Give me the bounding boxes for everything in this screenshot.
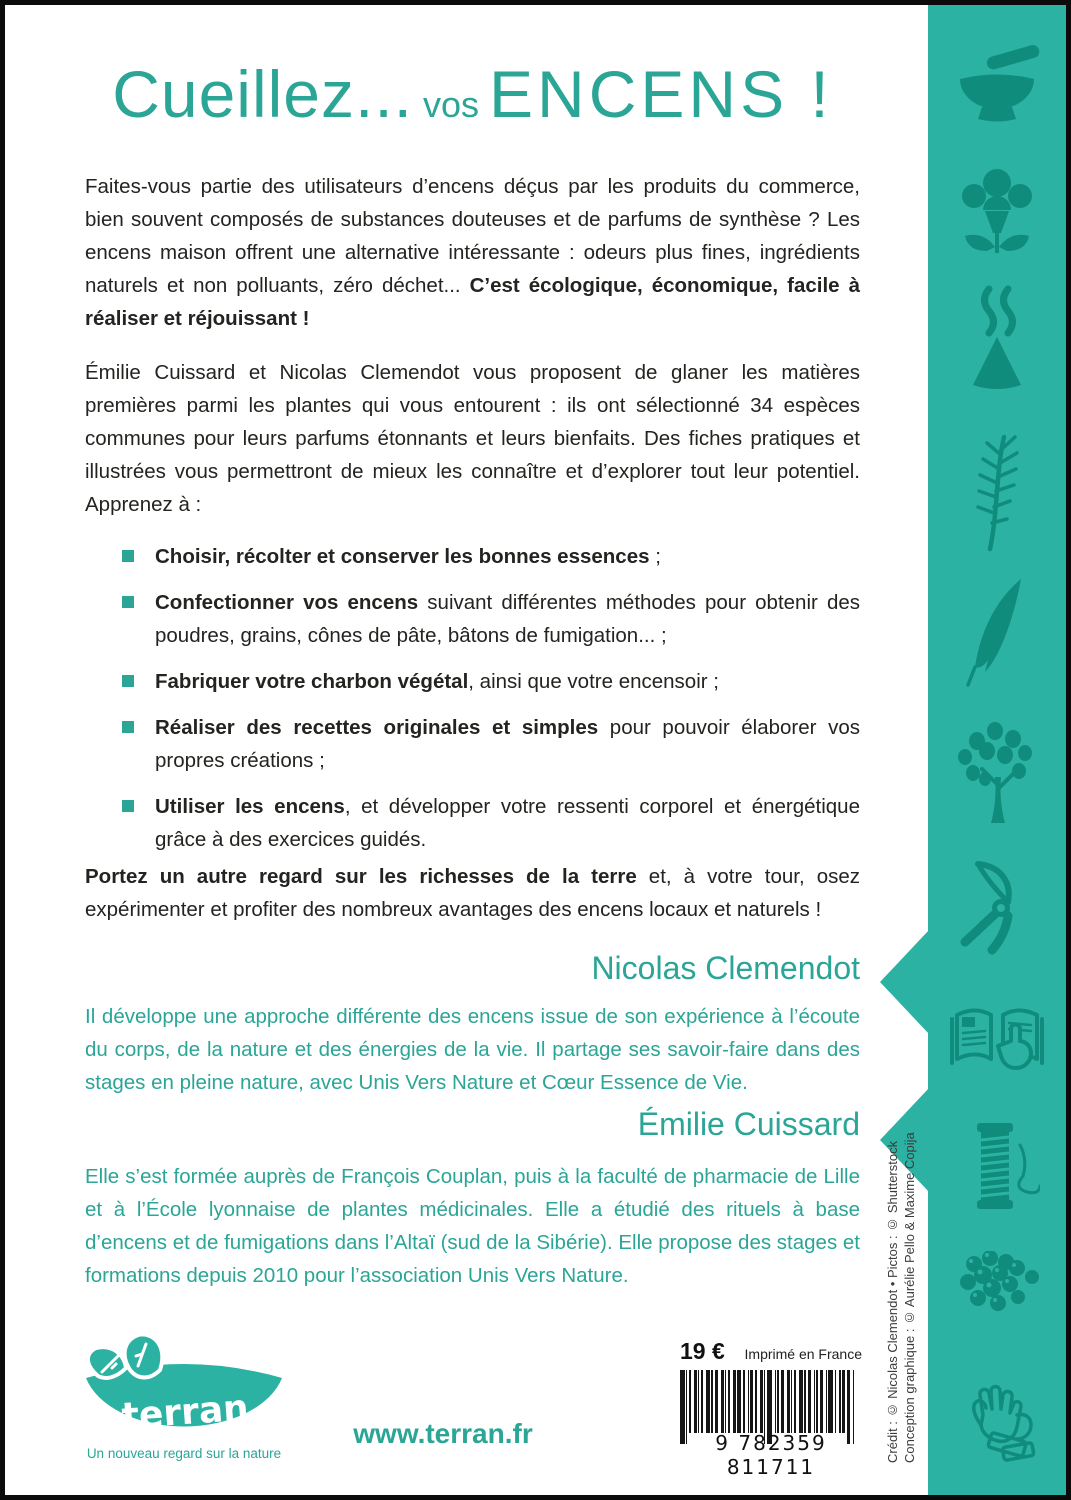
title-part3: ENCENS !	[489, 57, 833, 131]
bullet-lead: Fabriquer votre charbon végétal	[155, 670, 469, 693]
book-hand-icon	[949, 999, 1045, 1083]
bullet-rest: ;	[649, 545, 661, 568]
bullet-marker	[122, 721, 134, 733]
bullet-lead: Utiliser les encens	[155, 795, 345, 818]
author-name-2: Émilie Cuissard	[637, 1106, 860, 1142]
bullet-lead: Confectionner vos encens	[155, 591, 419, 614]
publisher-tagline: Un nouveau regard sur la nature	[86, 1446, 282, 1461]
side-band	[928, 5, 1066, 1495]
logo-wordmark: terran	[120, 1387, 251, 1438]
rosemary-sprig-icon	[952, 431, 1042, 555]
intro-text: Faites-vous partie des utilisateurs d’encens déçus par les produits du commerce, bien souvent composés de substances douteuses et de parfums de synthèse ? Les encens maison offrent une alternative intéressante : odeurs plus fines, ingrédients naturels et non polluants, zéro déchet...	[85, 175, 860, 297]
author-name-1: Nicolas Clemendot	[591, 950, 860, 986]
printed-in-label: Imprimé en France	[744, 1346, 862, 1362]
bullet-rest: pour pouvoir élaborer vos propres créations ;	[155, 716, 860, 772]
incense-cone-icon	[955, 285, 1039, 395]
author-pointer-1	[880, 930, 929, 1034]
list-item	[85, 665, 860, 698]
credits-vertical-text	[884, 1093, 918, 1463]
bullet-marker	[122, 675, 134, 687]
bullet-rest: , et développer votre ressenti corporel et énergétique grâce à des exercices guidés.	[155, 795, 860, 851]
publisher-logo	[68, 1336, 300, 1444]
bullet-lead: Choisir, récolter et conserver les bonnes essences	[155, 545, 650, 568]
flower-icon	[955, 163, 1039, 259]
title-part1: Cueillez...	[112, 57, 413, 131]
bullet-marker	[122, 550, 134, 562]
author-bio-1: Il développe une approche différente des encens issue de son expérience à l’écoute du corps, de la nature et des énergies de la vie. Il partage ses savoir-faire dans des stages en pleine nature, avec Unis Vers Nature et Cœur Essence de Vie.	[85, 1005, 860, 1094]
bullet-rest: suivant différentes méthodes pour obtenir des poudres, grains, cônes de pâte, bâtons de fumigation... ;	[155, 591, 860, 647]
closing-paragraph	[85, 860, 860, 926]
publisher-website: www.terran.fr	[353, 1418, 533, 1449]
closing-bold-lead: Portez un autre regard sur les richesses de la terre	[85, 865, 637, 888]
list-item	[85, 711, 860, 777]
list-item	[85, 540, 860, 573]
credit-line-2: Conception graphique : © Aurélie Pello & Maxime Copija	[902, 1132, 917, 1463]
list-item	[85, 586, 860, 652]
mortar-pestle-icon	[952, 45, 1042, 129]
gloves-icon	[951, 1375, 1043, 1467]
cover-title	[85, 56, 860, 132]
bullet-lead: Réaliser des recettes originales et simples	[155, 716, 599, 739]
price-label: 19 €	[680, 1338, 725, 1364]
tree-icon	[955, 721, 1039, 827]
title-part2: vos	[423, 84, 480, 125]
thread-spool-icon	[954, 1121, 1040, 1221]
pruning-shears-icon	[952, 856, 1042, 956]
author-bio-2: Elle s’est formée auprès de François Couplan, puis à la faculté de pharmacie de Lille et à l’École lyonnaise de plantes médicinales. Elle a étudié des rituels à base d’encens et de fumigations dans l’Altaï (sud de la Sibérie). Elle propose des stages et formations depuis 2010 pour l’association Unis Vers Nature.	[85, 1165, 860, 1287]
bullet-rest: , ainsi que votre encensoir ;	[468, 670, 719, 693]
bullet-list	[85, 540, 860, 869]
beads-icon	[952, 1251, 1042, 1331]
bullet-marker	[122, 800, 134, 812]
intro-paragraph	[85, 170, 860, 335]
list-item	[85, 790, 860, 856]
intro-bold-tail: C’est écologique, économique, facile à réaliser et réjouissant !	[85, 274, 860, 330]
bullet-marker	[122, 596, 134, 608]
closing-rest: et, à votre tour, osez expérimenter et profiter des nombreux avantages des encens locaux et naturels !	[85, 865, 860, 921]
authors-paragraph: Émilie Cuissard et Nicolas Clemendot vous proposent de glaner les matières premières parmi les plantes qui vous entourent : ils ont sélectionné 34 espèces communes pour leurs parfums étonnants et leurs bienfaits. Des fiches pratiques et illustrées vous permettront de mieux les connaître et d’explorer tout leur potentiel. Apprenez à :	[85, 361, 860, 516]
feather-icon	[959, 575, 1035, 691]
credit-line-1: Crédit : © Nicolas Clemendot • Pictos : © Shutterstock	[885, 1140, 900, 1463]
isbn-number: 9 782359 811711	[715, 1431, 827, 1479]
barcode-block	[680, 1338, 862, 1479]
